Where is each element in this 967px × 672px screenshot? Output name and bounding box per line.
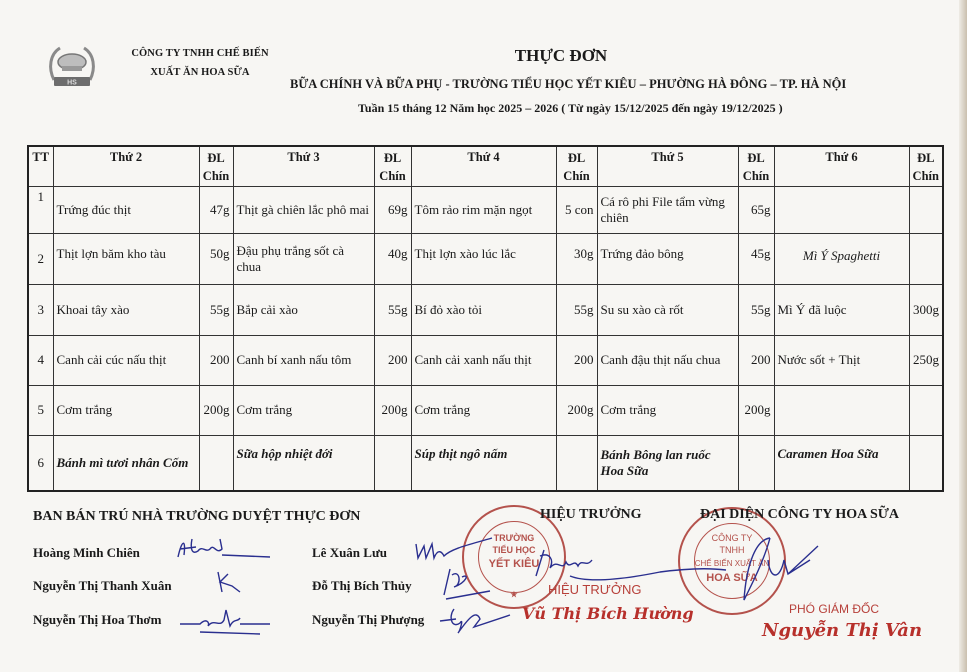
dish-cell: Canh bí xanh nấu tôm	[233, 335, 374, 385]
dish-cell: Nước sốt + Thịt	[774, 335, 909, 385]
qty-cell: 40g	[374, 233, 411, 284]
dish-cell: Cơm trắng	[53, 385, 199, 435]
qty-cell	[556, 435, 597, 491]
signature-icon	[440, 565, 500, 605]
qty-cell: 55g	[556, 284, 597, 335]
week-line: Tuần 15 tháng 12 Năm học 2025 – 2026 ( Từ ngày 15/12/2025 đến ngày 19/12/2025 )	[358, 101, 783, 115]
signature-icon	[412, 538, 502, 568]
table-header-row	[28, 146, 943, 186]
row-number: 2	[28, 233, 53, 284]
qty-cell	[909, 186, 943, 233]
header-day6: Thứ 6	[774, 146, 909, 186]
company-rep-title: ĐẠI DIỆN CÔNG TY HOA SỮA	[700, 507, 900, 522]
qty-cell: 200g	[738, 385, 774, 435]
qty-cell: 200	[738, 335, 774, 385]
school-stamp: TRƯỜNG TIỂU HỌC YẾT KIÊU ★	[462, 505, 566, 609]
signature-icon	[210, 568, 250, 598]
row-number: 6	[28, 435, 53, 491]
company-name-line2: XUẤT ĂN HOA SỮA	[150, 67, 250, 78]
dish-cell: Đậu phụ trắng sốt cà chua	[233, 233, 374, 284]
dish-cell: Cơm trắng	[233, 385, 374, 435]
qty-cell	[909, 385, 943, 435]
board-member-name: Nguyễn Thị Thanh Xuân	[33, 578, 172, 593]
svg-text:HS: HS	[67, 79, 77, 87]
header-day3: Thứ 3	[233, 146, 374, 186]
table-row	[28, 385, 943, 435]
qty-cell: 200g	[556, 385, 597, 435]
qty-cell	[374, 435, 411, 491]
header-qty: ĐL Chín	[556, 146, 597, 186]
dish-cell: Thịt gà chiên lắc phô mai	[233, 186, 374, 233]
dish-cell: Mì Ý đã luộc	[774, 284, 909, 335]
qty-cell	[909, 435, 943, 491]
snack-cell: Bánh Bông lan ruốc Hoa Sữa	[597, 435, 738, 491]
dish-cell: Su su xào cà rốt	[597, 284, 738, 335]
snack-cell: Sữa hộp nhiệt đới	[233, 435, 374, 491]
dish-cell: Thịt lợn xào lúc lắc	[411, 233, 556, 284]
qty-cell: 45g	[738, 233, 774, 284]
board-member-name: Nguyễn Thị Hoa Thơm	[33, 612, 162, 627]
header-qty: ĐL Chín	[909, 146, 943, 186]
qty-cell: 200	[199, 335, 233, 385]
principal-title: HIỆU TRƯỞNG	[540, 507, 642, 522]
row-number: 4	[28, 335, 53, 385]
dish-cell: Bí đỏ xào tỏi	[411, 284, 556, 335]
signature-icon	[170, 535, 290, 565]
qty-cell: 50g	[199, 233, 233, 284]
qty-cell: 200	[556, 335, 597, 385]
row-number: 5	[28, 385, 53, 435]
signature-icon	[180, 608, 280, 638]
menu-subtitle: BỮA CHÍNH VÀ BỮA PHỤ - TRƯỜNG TIỂU HỌC YẾT KIÊU – PHƯỜNG HÀ ĐÔNG – TP. HÀ NỘI	[290, 77, 847, 91]
table-row	[28, 233, 943, 284]
table-row	[28, 335, 943, 385]
snack-cell: Súp thịt ngô nấm	[411, 435, 556, 491]
snack-cell: Bánh mì tươi nhân Cốm	[53, 435, 199, 491]
board-approval-title: BAN BÁN TRÚ NHÀ TRƯỜNG DUYỆT THỰC ĐƠN	[33, 509, 361, 524]
board-member-name: Hoàng Minh Chiên	[33, 545, 140, 560]
dish-cell: Canh cải cúc nấu thịt	[53, 335, 199, 385]
header-qty: ĐL Chín	[738, 146, 774, 186]
row-number: 1	[28, 186, 53, 233]
header-day5: Thứ 5	[597, 146, 738, 186]
qty-cell	[909, 233, 943, 284]
table-row	[28, 284, 943, 335]
dish-cell: Trứng đúc thịt	[53, 186, 199, 233]
board-member-name: Nguyễn Thị Phượng	[312, 612, 425, 627]
dish-cell	[774, 385, 909, 435]
qty-cell: 200	[374, 335, 411, 385]
company-rep-name: Nguyễn Thị Vân	[762, 620, 923, 641]
board-member-name: Lê Xuân Lưu	[312, 545, 387, 560]
table-row	[28, 435, 943, 491]
header-qty: ĐL Chín	[374, 146, 411, 186]
page-edge-shadow	[959, 0, 967, 672]
board-member-name: Đỗ Thị Bích Thủy	[312, 578, 412, 593]
principal-role-stamp: HIỆU TRƯỞNG	[548, 582, 642, 597]
qty-cell: 300g	[909, 284, 943, 335]
snack-cell: Caramen Hoa Sữa	[774, 435, 909, 491]
row-number: 3	[28, 284, 53, 335]
header-tt: TT	[28, 146, 53, 186]
menu-table	[27, 145, 944, 492]
menu-title: THỰC ĐƠN	[514, 46, 608, 65]
dish-cell: Bắp cải xào	[233, 284, 374, 335]
qty-cell: 65g	[738, 186, 774, 233]
qty-cell: 47g	[199, 186, 233, 233]
company-name-line1: CÔNG TY TNHH CHẾ BIẾN	[131, 48, 269, 59]
dish-cell: Trứng đảo bông	[597, 233, 738, 284]
dish-cell	[774, 186, 909, 233]
header-day2: Thứ 2	[53, 146, 199, 186]
header-day4: Thứ 4	[411, 146, 556, 186]
page-title	[0, 46, 967, 66]
qty-cell: 55g	[199, 284, 233, 335]
dish-cell: Thịt lợn băm kho tàu	[53, 233, 199, 284]
qty-cell: 250g	[909, 335, 943, 385]
qty-cell: 5 con	[556, 186, 597, 233]
company-stamp: CÔNG TY TNHH CHẾ BIẾN XUẤT ĂN HOA SỮA	[678, 507, 786, 615]
company-signature-icon	[740, 530, 820, 610]
principal-name: Vũ Thị Bích Hường	[522, 604, 694, 623]
company-rep-role: PHÓ GIÁM ĐỐC	[789, 602, 880, 616]
qty-cell: 69g	[374, 186, 411, 233]
dish-cell: Canh cải xanh nấu thịt	[411, 335, 556, 385]
dish-cell: Cá rô phi File tẩm vừng chiên	[597, 186, 738, 233]
principal-signature-icon	[530, 548, 730, 588]
dish-cell: Canh đậu thịt nấu chua	[597, 335, 738, 385]
qty-cell: 55g	[738, 284, 774, 335]
dish-cell: Tôm rảo rim mặn ngọt	[411, 186, 556, 233]
dish-cell: Cơm trắng	[411, 385, 556, 435]
qty-cell: 30g	[556, 233, 597, 284]
signature-icon	[440, 605, 520, 635]
dish-cell: Khoai tây xào	[53, 284, 199, 335]
qty-cell: 200g	[199, 385, 233, 435]
table-row	[28, 186, 943, 233]
qty-cell: 200g	[374, 385, 411, 435]
header-qty: ĐL Chín	[199, 146, 233, 186]
qty-cell	[199, 435, 233, 491]
qty-cell	[738, 435, 774, 491]
qty-cell: 55g	[374, 284, 411, 335]
dish-cell: Mì Ý Spaghetti	[774, 233, 909, 284]
dish-cell: Cơm trắng	[597, 385, 738, 435]
